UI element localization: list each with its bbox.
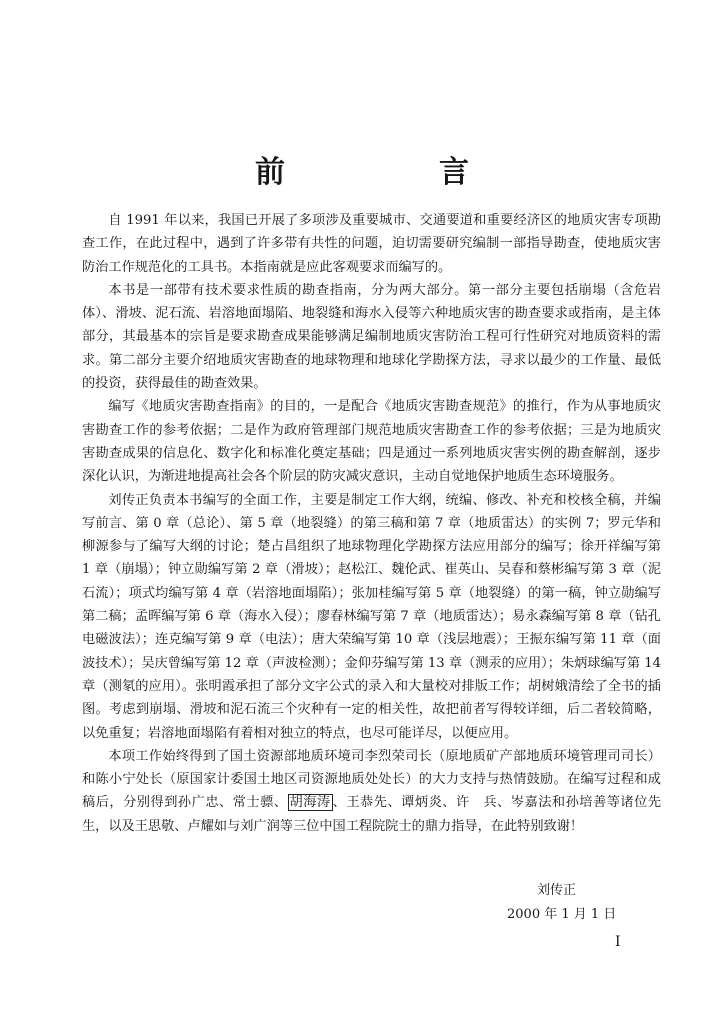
signature-author: 刘传正	[537, 883, 577, 898]
boxed-name: 胡海涛	[289, 795, 331, 811]
paragraph-5-part-2: 、王恭先、谭炳炎、许 兵、岑嘉法和孙培善等诸位先生，以及王思敬、卢耀如与刘广润等三位中国工程院院士的鼎力指导，在此特别致谢！	[82, 795, 662, 834]
paragraph-2: 本书是一部带有技术要求性质的勘查指南，分为两大部分。第一部分主要包括崩塌（含危岩体）、滑坡、泥石流、岩溶地面塌陷、地裂缝和海水入侵等六种地质灾害的勘查要求或指南，是主体部分，其最基本的宗旨是要求勘查成果能够满足编制地质灾害防治工程可行性研究对地质资料的需求。第二部分主要介绍地质灾害勘查的地球物理和地球化学勘探方法，寻求以最少的工作量、最低的投资，获得最佳的勘查效果。	[82, 282, 661, 392]
paragraph-1: 自 1991 年以来，我国已开展了多项涉及重要城市、交通要道和重要经济区的地质灾害专项勘查工作，在此过程中，遇到了许多带有共性的问题，迫切需要研究编制一部指导勘查，使地质灾害防治工作规范化的工具书。本指南就是应此客观要求而编写的。	[82, 213, 661, 275]
document-body	[82, 209, 661, 838]
paragraph-4: 刘传正负责本书编写的全面工作，主要是制定工作大纲，统编、修改、补充和校核全稿，并编写前言、第 0 章（总论）、第 5 章（地裂缝）的第三稿和第 7 章（地质雷达）的实例 7；罗元华和柳源参与了编写大纲的讨论；楚占昌组织了地球物理化学勘探方法应用部分的编写；徐开祥编写第 1 章（崩塌）；钟立勋编写第 2 章（滑坡）；赵松江、魏伦武、崔英山、吴春和蔡彬编写第 3 章（泥石流）；项式均编写第 4 章（岩溶地面塌陷）；张加桂编写第 5 章（地裂缝）的第一稿，钟立勋编写第二稿；孟晖编写第 6 章（海水入侵）；廖春林编写第 7 章（地质雷达）；易永森编写第 8 章（钻孔电磁波法）；连克编写第 9 章（电法）；唐大荣编写第 10 章（浅层地震）；王振东编写第 11 章（面波技术）；吴庆曾编写第 12 章（声波检测）；金仰芬编写第 13 章（测汞的应用）；朱炳球编写第 14 章（测氡的应用）。张明霞承担了部分文字公式的录入和大量校对排版工作；胡树娥清绘了全书的插图。考虑到崩塌、滑坡和泥石流三个灾种有一定的相关性，故把前者写得较详细，后二者较简略，以免重复；岩溶地面塌陷有着相对独立的特点，也尽可能详尽，以便应用。	[82, 492, 661, 741]
signature-date: 2000 年 1 月 1 日	[507, 907, 617, 922]
page-title: 前 言	[255, 155, 531, 190]
paragraph-3: 编写《地质灾害勘查指南》的目的，一是配合《地质灾害勘查规范》的推行，作为从事地质灾害勘查工作的参考依据；二是作为政府管理部门规范地质灾害勘查工作的参考依据；三是为地质灾害勘查成果的信息化、数字化和标准化奠定基础；四是通过一系列地质灾害实例的勘查解剖，逐步深化认识，为渐进地提高社会各个阶层的防灾减灾意识，主动自觉地保护地质生态环境服务。	[82, 399, 661, 485]
page-number: I	[615, 934, 621, 950]
paragraph-5	[82, 745, 661, 838]
paragraph-5-part-1: 本项工作始终得到了国土资源部地质环境司李烈荣司长（原地质矿产部地质环境管理司司长）和陈小宁处长（原国家计委国土地区司资源地质处处长）的大力支持与热情鼓励。在编写过程和成稿后，分别得到孙广忠、常士骠、	[82, 748, 661, 811]
